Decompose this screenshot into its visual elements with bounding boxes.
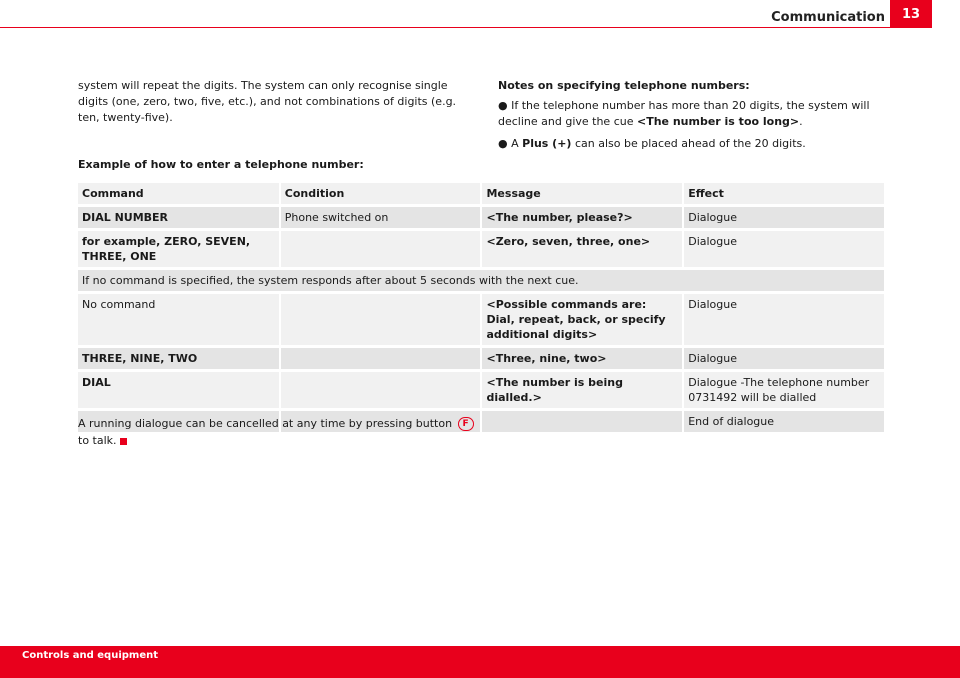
- table-row: [78, 371, 885, 410]
- command-table: [78, 183, 886, 435]
- f-button-icon: F: [458, 417, 474, 431]
- header-message: Message: [481, 183, 683, 206]
- plus-sign-label: Plus (+): [522, 137, 572, 150]
- cell-note: If no command is specified, the system responds after about 5 seconds with the next cue.: [78, 269, 885, 293]
- header-divider: [0, 27, 932, 28]
- chapter-title: Communication: [771, 10, 885, 25]
- cell-effect: Dialogue: [683, 206, 885, 230]
- cell-message: <Zero, seven, three, one>: [481, 230, 683, 269]
- page-footer: [0, 646, 960, 678]
- cell-condition: [280, 347, 482, 371]
- cell-command: DIAL: [78, 371, 280, 410]
- cell-message: <Three, nine, two>: [481, 347, 683, 371]
- cell-effect: Dialogue: [683, 347, 885, 371]
- cell-effect: End of dialogue: [683, 410, 885, 434]
- cell-effect: Dialogue -The telephone number 0731492 will be dialled: [683, 371, 885, 410]
- left-column: [78, 78, 468, 126]
- end-of-section-icon: [120, 438, 127, 445]
- notes-heading: Notes on specifying telephone numbers:: [498, 79, 750, 92]
- cell-command: for example, ZERO, SEVEN, THREE, ONE: [78, 230, 280, 269]
- note-bullet-2: ● A Plus (+) can also be placed ahead of the 20 digits.: [498, 137, 806, 150]
- cell-message: <Possible commands are: Dial, repeat, back, or specify additional digits>: [481, 293, 683, 347]
- header-effect: Effect: [683, 183, 885, 206]
- section-name: Controls and equipment: [22, 650, 159, 661]
- right-column: [498, 78, 888, 158]
- example-heading: Example of how to enter a telephone number:: [78, 158, 364, 171]
- table-row: [78, 206, 885, 230]
- table-row: [78, 293, 885, 347]
- page-number: 13: [890, 0, 932, 28]
- header-condition: Condition: [280, 183, 482, 206]
- cell-command: No command: [78, 293, 280, 347]
- table-note-row: [78, 269, 885, 293]
- bullet-dot-icon: ●: [498, 99, 512, 112]
- cell-condition: [280, 230, 482, 269]
- table-header-row: [78, 183, 885, 206]
- table-row: [78, 347, 885, 371]
- table-row: [78, 230, 885, 269]
- cue-too-long: <The number is too long>: [636, 115, 800, 128]
- cell-condition: [280, 371, 482, 410]
- cell-effect: Dialogue: [683, 230, 885, 269]
- page-header: [0, 0, 960, 30]
- cell-message: <The number is being dialled.>: [481, 371, 683, 410]
- bullet-dot-icon: ●: [498, 137, 512, 150]
- note-bullet-1: ● If the telephone number has more than 20 digits, the system will decline and give the cue <The number is too long>.: [498, 99, 870, 128]
- cell-command: DIAL NUMBER: [78, 206, 280, 230]
- cell-condition: [280, 293, 482, 347]
- cell-message: [481, 410, 683, 434]
- cell-effect: Dialogue: [683, 293, 885, 347]
- closing-paragraph: A running dialogue can be cancelled at any time by pressing button F to talk.: [78, 415, 478, 449]
- cell-message: <The number, please?>: [481, 206, 683, 230]
- header-command: Command: [78, 183, 280, 206]
- cell-command: THREE, NINE, TWO: [78, 347, 280, 371]
- intro-paragraph: system will repeat the digits. The system can only recognise single digits (one, zero, two, five, etc.), and not combinations of digits (e.g. ten, twenty-five).: [78, 79, 457, 124]
- cell-condition: Phone switched on: [280, 206, 482, 230]
